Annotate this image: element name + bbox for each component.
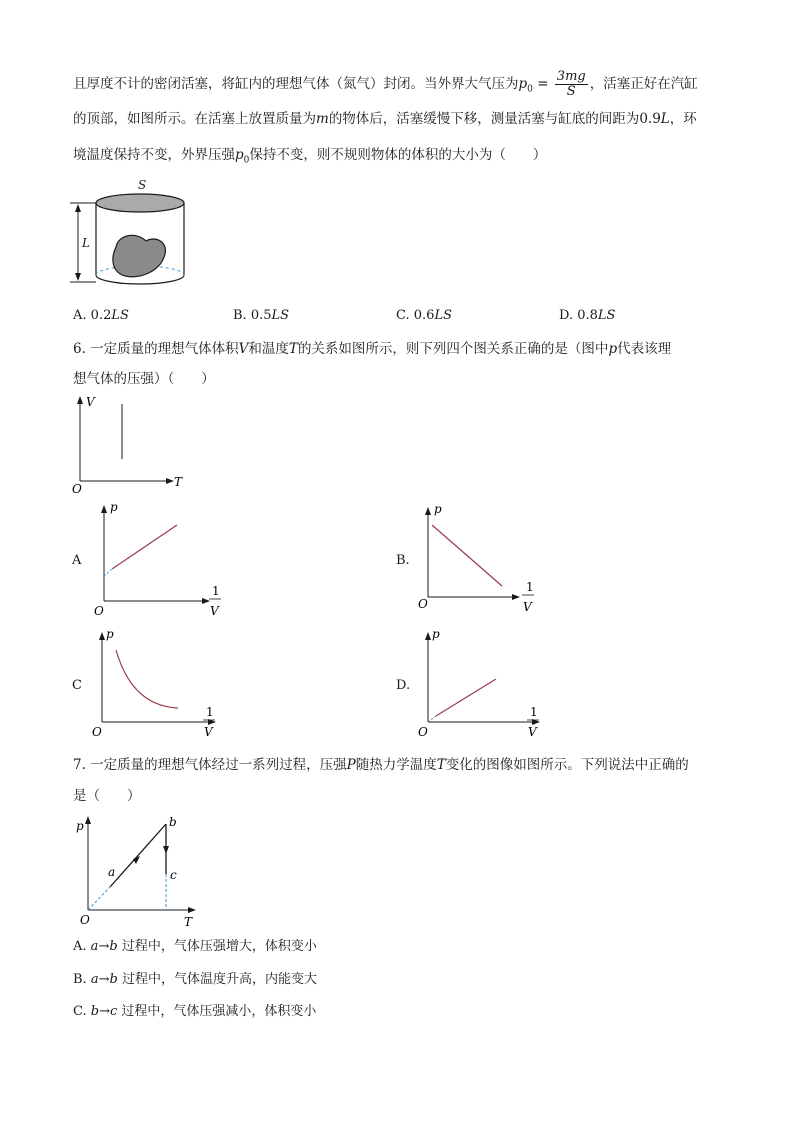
irregular-object bbox=[113, 235, 166, 276]
graph-b-letter[interactable]: B. bbox=[396, 553, 410, 568]
label-L: L bbox=[82, 236, 90, 250]
q6-line-1: 6. 一定质量的理想气体体积V和温度T的关系如图所示，则下列四个图关系正确的是（图中p代表该理 bbox=[73, 341, 672, 357]
pt-process-graph bbox=[70, 812, 210, 930]
graph-a-letter[interactable]: A bbox=[72, 553, 82, 568]
q5-line-3: 境温度保持不变，外界压强$p_0$保持不变，则不规则物体的体积的大小为（ ） bbox=[73, 147, 547, 166]
graph-b-line bbox=[432, 525, 502, 586]
svg-text:O: O bbox=[72, 482, 82, 496]
graph-d[interactable] bbox=[412, 622, 552, 747]
q5-line-2: 的顶部，如图所示。在活塞上放置质量为m的物体后，活塞缓慢下移，测量活塞与缸底的间距为0.9L，环 bbox=[73, 111, 697, 127]
graph-d-line bbox=[436, 679, 496, 716]
q5-option-a[interactable]: A. 0.2LS bbox=[73, 308, 129, 323]
svg-text:1: 1 bbox=[526, 580, 534, 594]
cylinder-figure bbox=[60, 175, 200, 300]
q7-option-b[interactable]: B. a→b 过程中，气体温度升高，内能变大 bbox=[73, 972, 317, 987]
q7-line-1: 7. 一定质量的理想气体经过一系列过程，压强P随热力学温度T变化的图像如图所示。下列说法中正确的 bbox=[73, 757, 689, 773]
svg-text:b: b bbox=[169, 815, 177, 829]
q6-line-2: 想气体的压强）（ ） bbox=[73, 371, 215, 387]
vt-graph bbox=[70, 393, 190, 498]
q5-p0-fraction: $\frac{3mg}{S}$ bbox=[556, 69, 586, 99]
svg-text:p: p bbox=[110, 500, 118, 514]
graph-d-letter[interactable]: D. bbox=[396, 678, 411, 693]
q7-option-a[interactable]: A. a→b 过程中，气体压强增大，体积变小 bbox=[73, 939, 317, 954]
q5-line-1: 且厚度不计的密闭活塞，将缸内的理想气体（氮气）封闭。当外界大气压为$p_0$ = $\frac{3mg}{S}$ ，活塞正好在汽缸 bbox=[73, 69, 698, 99]
svg-text:O: O bbox=[80, 913, 90, 927]
svg-text:O: O bbox=[418, 597, 428, 611]
svg-text:p: p bbox=[434, 502, 442, 516]
svg-text:V: V bbox=[523, 600, 532, 614]
svg-text:p: p bbox=[76, 819, 84, 833]
q5-option-b[interactable]: B. 0.5LS bbox=[233, 308, 290, 323]
svg-text:1: 1 bbox=[212, 584, 220, 598]
q7-line-2: 是（ ） bbox=[73, 788, 141, 804]
graph-a[interactable] bbox=[88, 497, 228, 622]
svg-text:p: p bbox=[106, 627, 114, 641]
q5-option-d[interactable]: D. 0.8LS bbox=[559, 308, 616, 323]
svg-text:p: p bbox=[432, 627, 440, 641]
svg-text:O: O bbox=[94, 604, 104, 618]
graph-c[interactable] bbox=[88, 622, 228, 747]
graph-c-letter[interactable]: C bbox=[72, 678, 82, 693]
svg-text:O: O bbox=[418, 725, 428, 739]
svg-text:1: 1 bbox=[206, 705, 214, 719]
q7-option-c[interactable]: C. b→c 过程中，气体压强减小，体积变小 bbox=[73, 1004, 317, 1019]
label-S: S bbox=[138, 178, 147, 192]
svg-text:V: V bbox=[204, 725, 213, 739]
svg-text:V: V bbox=[528, 725, 537, 739]
q5-option-c[interactable]: C. 0.6LS bbox=[396, 308, 452, 323]
svg-text:V: V bbox=[86, 395, 95, 409]
graph-c-curve bbox=[116, 650, 178, 708]
graph-b[interactable] bbox=[412, 497, 552, 622]
process-a-to-b bbox=[110, 824, 166, 887]
svg-text:T: T bbox=[174, 475, 183, 489]
svg-text:O: O bbox=[92, 725, 102, 739]
svg-text:T: T bbox=[184, 915, 193, 929]
graph-a-line bbox=[112, 525, 177, 569]
svg-text:a: a bbox=[108, 865, 116, 879]
svg-text:V: V bbox=[210, 604, 219, 618]
svg-text:1: 1 bbox=[530, 705, 538, 719]
svg-text:c: c bbox=[170, 868, 177, 882]
piston bbox=[96, 194, 184, 212]
